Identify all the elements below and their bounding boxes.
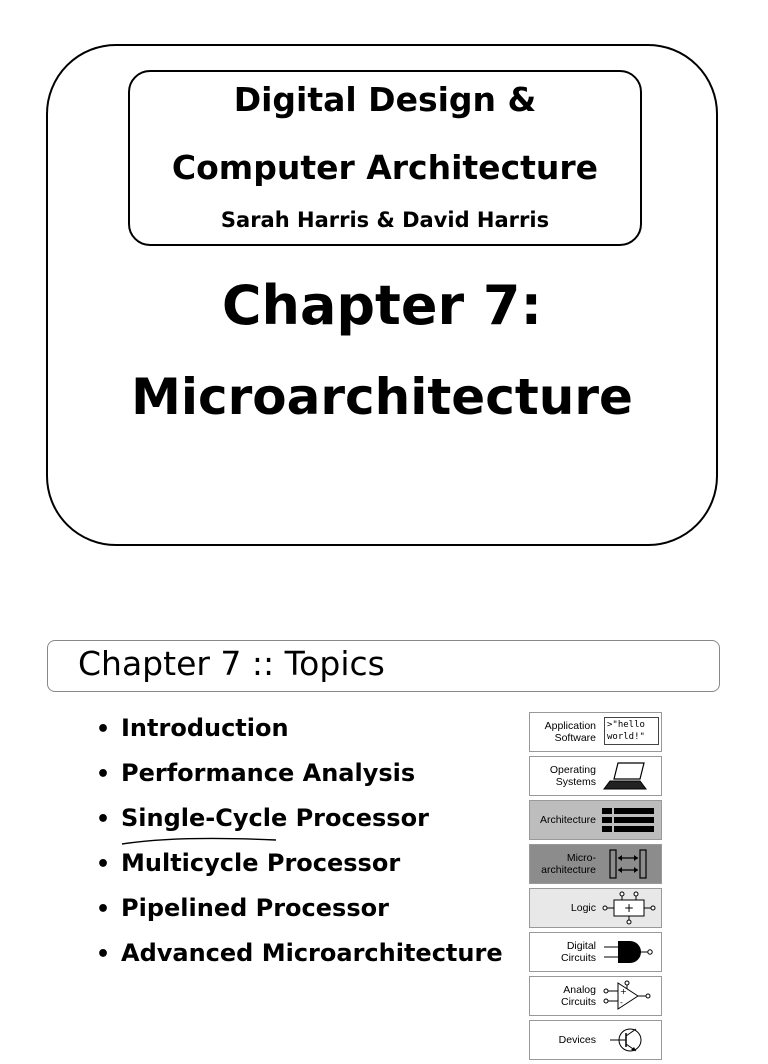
topic-label: Advanced Microarchitecture [121, 939, 503, 967]
layer-application-software [529, 712, 662, 752]
list-item [96, 804, 503, 849]
list-item [96, 759, 503, 804]
topic-label: Single-Cycle Processor [121, 804, 429, 832]
instruction-grid-icon [600, 803, 660, 837]
layer-analog-circuits [529, 976, 662, 1016]
layer-label: Operating Systems [549, 764, 596, 788]
topic-label: Pipelined Processor [121, 894, 389, 922]
handwritten-underline-icon [120, 836, 280, 846]
list-item [96, 939, 503, 984]
book-title-line2: Computer Architecture [171, 148, 599, 187]
layer-devices [529, 1020, 662, 1060]
bullet-icon: • [96, 717, 111, 742]
layer-label: Digital Circuits [560, 940, 596, 964]
topics-header [47, 640, 720, 692]
layer-logic [529, 888, 662, 928]
layer-label: Devices [558, 1034, 596, 1046]
topic-label: Multicycle Processor [121, 849, 401, 877]
layer-digital-circuits [529, 932, 662, 972]
topics-list [96, 714, 503, 984]
hello-world-icon: >"hello world!" [604, 717, 659, 745]
layer-architecture [529, 800, 662, 840]
layer-label: Analog Circuits [560, 984, 596, 1008]
layer-label: Micro-architecture [541, 852, 596, 876]
datapath-icon [600, 847, 660, 881]
topics-title: Chapter 7 :: Topics [78, 644, 385, 683]
and-gate-icon [600, 935, 660, 969]
abstraction-stack [529, 712, 662, 1064]
list-item [96, 714, 503, 759]
adder-icon [600, 891, 660, 925]
list-item [96, 849, 503, 894]
list-item [96, 894, 503, 939]
amplifier-icon [600, 979, 660, 1013]
chapter-title: Chapter 7: [221, 274, 543, 337]
layer-label: Architecture [539, 814, 596, 826]
book-title-line1: Digital Design & [233, 80, 537, 119]
bullet-icon: • [96, 762, 111, 787]
transistor-icon [600, 1023, 660, 1057]
topic-label: Performance Analysis [121, 759, 416, 787]
svg-text:+: + [623, 901, 635, 915]
title-slide [46, 44, 718, 546]
bullet-icon: • [96, 852, 111, 877]
svg-text:+: + [620, 987, 627, 996]
chapter-subtitle: Microarchitecture [131, 368, 633, 426]
layer-label: Logic [570, 902, 596, 914]
authors: Sarah Harris & David Harris [220, 208, 550, 232]
book-title-box [128, 70, 642, 246]
layer-operating-systems [529, 756, 662, 796]
topic-label: Introduction [121, 714, 289, 742]
bullet-icon: • [96, 807, 111, 832]
laptop-icon [600, 759, 660, 793]
bullet-icon: • [96, 897, 111, 922]
layer-label: Application Software [544, 720, 596, 744]
bullet-icon: • [96, 942, 111, 967]
svg-text:-: - [620, 998, 623, 1007]
layer-microarchitecture [529, 844, 662, 884]
